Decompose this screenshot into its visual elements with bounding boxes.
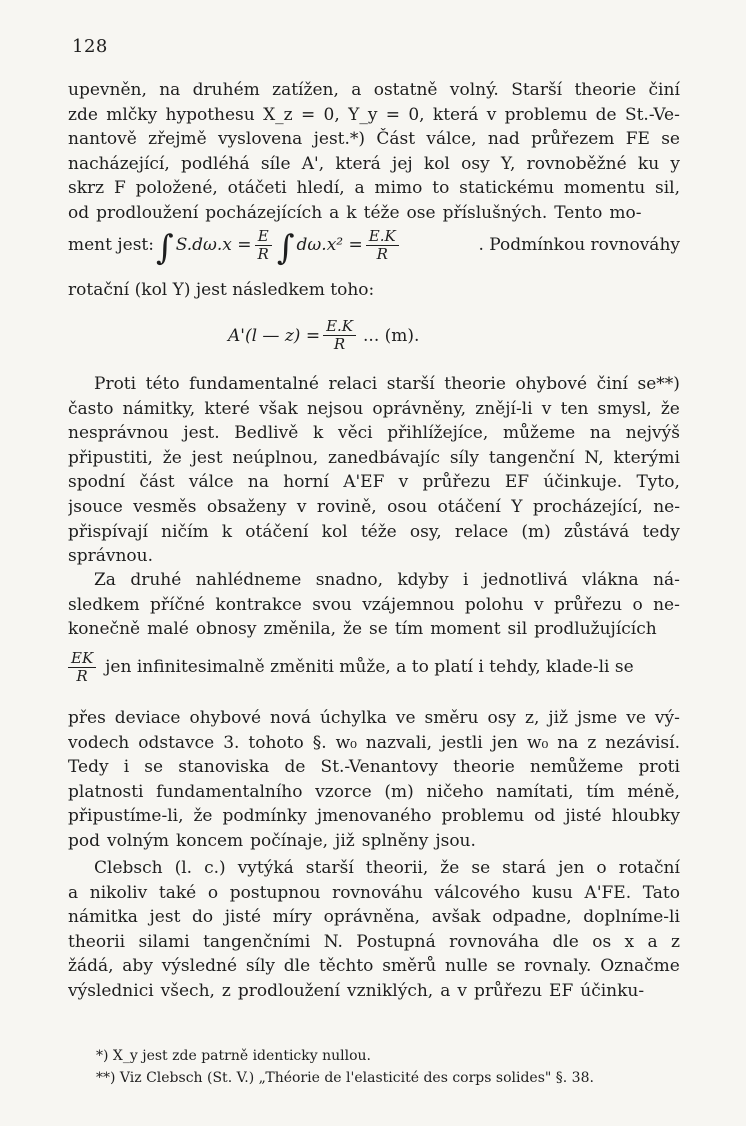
text-line: pod volným koncem počínaje, již splněny jsou. <box>68 830 476 851</box>
fraction-numerator: E <box>255 228 272 246</box>
paragraph-objections <box>68 372 680 569</box>
text-line: theorii silami tangenčními N. Postupná rovnováha dle os x a z <box>68 931 680 952</box>
text-line: upevněn, na druhém zatížen, a ostatně volný. Starší theorie činí <box>68 80 680 100</box>
text-line: výslednici všech, z prodloužení vzniklých, a v průřezu EF účinku- <box>68 980 645 1001</box>
fraction-numerator: EK <box>68 650 96 668</box>
fraction-denominator: R <box>376 245 388 263</box>
fraction-denominator: R <box>76 667 88 685</box>
fraction-denominator: R <box>333 335 346 353</box>
footnotes <box>96 1045 594 1089</box>
rotation-text: rotační (kol Y) jest následkem toho: <box>68 280 375 300</box>
text-line: Proti této fundamentalné relaci starší theorie ohybové činí se**) <box>94 374 680 394</box>
text-line: přes deviace ohybové nová úchylka ve směru osy z, již jsme ve vý- <box>68 708 680 728</box>
ekr-line <box>68 650 680 685</box>
paragraph-continuation <box>68 78 680 226</box>
text-line: nantově zřejmě vyslovena jest.*) Část válce, nad průřezem FE se <box>68 129 680 150</box>
fraction-numerator: E.K <box>366 228 399 246</box>
text-line: spodní část válce na horní A'EF v průřezu EF účinkuje. Tyto, <box>68 472 680 493</box>
paragraph-second <box>68 568 680 642</box>
text-line: často námitky, které však nejsou oprávněny, znějí-li v ten smysl, že <box>68 398 680 419</box>
text-line: konečně malé obnosy změnila, že se tím moment sil prodlužujících <box>68 619 657 640</box>
text-line: připustiti, že jest neúplnou, zanedbávajíc síly tangenční N, kterými <box>68 447 680 468</box>
footnote-2: **) Viz Clebsch (St. V.) „Théorie de l'elasticité des corps solides" §. 38. <box>96 1070 594 1086</box>
fraction-e-over-r <box>255 228 272 263</box>
formula-m-fraction <box>323 318 356 353</box>
text-line: žádá, aby výsledné síly dle těchto směrů nulle se rovnaly. Označme <box>68 956 680 977</box>
paragraph-clebsch <box>68 856 680 1004</box>
text-line: správnou. <box>68 546 154 567</box>
integral-body-1: S.dω.x = <box>175 235 252 256</box>
text-line: námitka jest do jisté míry oprávněna, avšak odpadne, doplníme-li <box>68 907 680 928</box>
integral-sign: ∫ <box>276 227 295 268</box>
text-line: zde mlčky hypothesu X_z = 0, Y_y = 0, která v problemu de St.-Ve- <box>68 104 680 125</box>
text-line: Za druhé nahlédneme snadno, kdyby i jednotlivá vlákna ná- <box>94 570 680 590</box>
rotation-line <box>68 278 680 303</box>
fraction-ek-over-r <box>68 650 96 685</box>
footnote-1: *) X_y jest zde patrně identicky nullou. <box>96 1048 371 1064</box>
formula-m-tail: ... (m). <box>363 325 420 346</box>
text-line: a nikoliv také o postupnou rovnováhu válcového kusu A'FE. Tato <box>68 882 680 903</box>
formula-m-lhs: A'(l — z) = <box>228 325 321 346</box>
integral-sign: ∫ <box>155 227 174 268</box>
ekr-text: jen infinitesimalně změniti může, a to platí i tehdy, klade-li se <box>105 657 634 678</box>
fraction-denominator: R <box>257 245 269 263</box>
text-line: nacházející, podléhá síle A', která jej kol osy Y, rovnoběžné ku y <box>68 153 680 174</box>
moment-lead: ment jest: <box>68 235 154 256</box>
text-line: skrz F položené, otáčeti hledí, a mimo to statickému momentu sil, <box>68 178 680 199</box>
moment-tail: . Podmínkou rovnováhy <box>478 235 680 256</box>
fraction-ek-over-r <box>366 228 399 263</box>
paragraph-deviation <box>68 706 680 854</box>
text-line: vodech odstavce 3. tohoto §. w₀ nazvali, jestli jen w₀ na z nezávisí. <box>68 732 680 753</box>
text-line: sledkem příčné kontrakce svou vzájemnou polohu v průřezu o ne- <box>68 594 680 615</box>
fraction-numerator: E.K <box>323 318 356 336</box>
text-line: připustíme-li, že podmínky jmenovaného problemu od jisté hloubky <box>68 806 680 827</box>
formula-m <box>228 318 419 353</box>
text-line: Tedy i se stanoviska de St.-Venantovy theorie nemůžeme proti <box>68 757 680 778</box>
text-line: Clebsch (l. c.) vytýká starší theorii, že se stará jen o rotační <box>94 858 680 878</box>
text-line: platnosti fundamentalního vzorce (m) ničeho namítati, tím méně, <box>68 781 680 802</box>
text-line: nesprávnou jest. Bedlivě k věci přihlížejíce, můžeme na nejvýš <box>68 423 680 444</box>
text-line: přispívají ničím k otáčení kol téže osy, relace (m) zůstává tedy <box>68 521 680 542</box>
text-line: jsouce vesměs obsaženy v rovině, osou otáčení Y procházející, ne- <box>68 496 680 517</box>
integral-body-2: dω.x² = <box>296 235 363 256</box>
text-line: od prodloužení pocházejících a k téže ose příslušných. Tento mo- <box>68 202 642 223</box>
moment-line <box>68 227 680 268</box>
page-number: 128 <box>72 36 108 57</box>
